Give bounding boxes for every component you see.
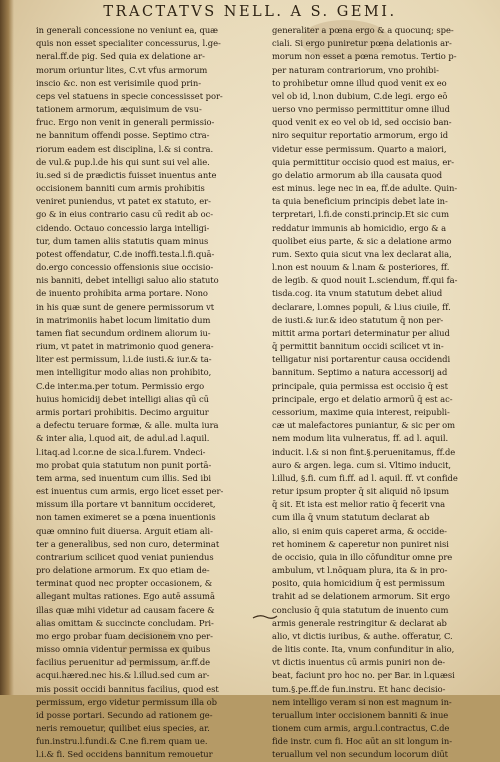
text-line: armis portari prohibitis. Decimo arguitur: [36, 406, 209, 417]
page-gutter-shadow: [0, 0, 14, 695]
text-line: tamen fiat secundum ordinem aliorum iu-: [36, 327, 211, 338]
text-line: tur, dum tamen aliis statutis quam minus: [36, 235, 209, 246]
text-line: in generali concessione no veniunt ea, quæ: [36, 25, 218, 35]
text-line: est inuentus cum armis, ergo licet esset per-: [36, 486, 224, 497]
text-line: terminat quod nec propter occasionem, &: [36, 578, 213, 589]
text-line: neris remouetur, quilibet eius species, ar.: [36, 723, 210, 734]
text-line: uerso vno permisso permittitur omne illud: [272, 104, 450, 115]
text-line: teruallum vel non secundum locorum diūt: [272, 749, 448, 760]
text-line: armis generale restringitur & declarat ab: [272, 617, 447, 628]
text-line: inducit. l.& si non fint.§.peruenitamus, ff.de: [272, 446, 456, 457]
text-line: telligatur nisi portarentur causa occidendi: [272, 354, 451, 365]
text-line: quæ omnino fuit diuersa. Arguit etiam ali-: [36, 525, 213, 536]
marginal-manicule-mark: [252, 612, 278, 622]
text-line: morum non esset a pœna remotus. Tertio p-: [272, 51, 457, 62]
text-line: do.ergo concessio offensionis siue occisio-: [36, 262, 214, 273]
text-line: in his quæ sunt de genere permissorum vt: [36, 301, 215, 312]
text-line: mis possit occidi bannitus facilius, quod est: [36, 683, 219, 694]
text-line: fide instr. cum fi. Hoc aūt an sit longum in-: [272, 736, 452, 747]
text-line: declarare, l.omnes populi, & l.ius ciuile, ff.: [272, 301, 451, 312]
text-line: facilius peruenitur ad permissum, ar.ff.de: [36, 657, 211, 668]
text-line: principale, quia permissa est occisio q̄ est: [272, 380, 448, 391]
text-line: videtur esse permissum. Quarto a maiori,: [272, 143, 447, 154]
text-line: cum illa q̄ vnum statutum declarat ab: [272, 512, 430, 523]
text-line: nem intelligo veram si non est magnum in-: [272, 696, 452, 707]
text-line: mo ergo probar fuam decisionem vno per-: [36, 630, 213, 641]
text-line: retur ipsum propter q̄ sit aliquid nō ipsum: [272, 486, 449, 497]
text-line: alio, vt dictis iuribus, & authe. offeratur, C.: [272, 630, 453, 641]
text-line: go & in eius contrario casu cū redit ab oc-: [36, 209, 214, 220]
text-line: illas quæ mihi videtur ad causam facere &: [36, 604, 215, 615]
text-line: tationem armorum, æquisimum de vsu-: [36, 104, 202, 115]
text-line: veniret puniendus, vt patet ex statuto, er-: [36, 196, 211, 207]
text-line: per naturam contrariorum, vno prohibi-: [272, 64, 439, 75]
text-line: posito, quia homicidium q̄ est permissum: [272, 578, 445, 589]
text-line: conclusio q̄ quia statutum de inuento cum: [272, 604, 449, 615]
text-line: vel ob id, l.non dubium, C.de legi. ergo eō: [272, 90, 448, 101]
text-line: liter est permissum, l.i.de iusti.& iur.& ta-: [36, 354, 212, 365]
text-line: ciali. Si ergo puniretur pœna delationis ar-: [272, 38, 452, 49]
text-line: inscio &c. non est verisimile quod prin-: [36, 77, 202, 88]
text-line: ta quia beneficium principis debet late in-: [272, 196, 448, 207]
text-line: niro sequitur reportatio armorum, ergo id: [272, 130, 449, 141]
text-line: tum.§.pe.ff.de fun.instru. Et hanc decisio-: [272, 683, 446, 694]
text-line: vt dictis inuentus cū armis puniri non de-: [272, 657, 446, 668]
text-line: men intelligitur modo alias non prohibito,: [36, 367, 212, 378]
text-line: & inter alia, l.quod ait, de adul.ad l.aquil.: [36, 433, 210, 444]
text-line: de iusti.& iur.& ideo statutum q̄ non per-: [272, 314, 444, 325]
text-line: rum. Sexto quia sicut vna lex declarat alia,: [272, 248, 452, 259]
text-line: generaliter a pœna ergo & a quocunq; spe-: [272, 25, 454, 35]
text-line: trahit ad se delationem armorum. Sit ergo: [272, 591, 450, 602]
text-line: potest offendatur, C.de inoffi.testa.l.fi.quā-: [36, 248, 215, 259]
text-line: de inuento prohibita arma portare. Nono: [36, 288, 208, 299]
text-line: misso omnia videntur permissa ex quibus: [36, 644, 211, 655]
text-line: huius homicidij debet intelligi alias qū cū: [36, 393, 209, 404]
text-line: cidendo. Octauo concessio larga intelligi-: [36, 222, 210, 233]
text-line: to prohibetur omne illud quod venit ex eo: [272, 77, 447, 88]
text-line: l.non est nouum & l.nam & posteriores, ff.: [272, 262, 450, 273]
text-line: ceps vel statuens in specie concessisset por-: [36, 90, 223, 101]
text-line: tisda.cog. ita vnum statutum debet aliud: [272, 288, 443, 299]
text-line: de litis conte. Ita, vnum confunditur in alio,: [272, 644, 455, 655]
text-line: tionem cum armis, argu.l.contractus, C.de: [272, 723, 450, 734]
text-line: alio, si enim quis caperet arma, & occide-: [272, 525, 447, 536]
text-line: alias omittam & succincte concludam. Pri-: [36, 617, 214, 628]
text-line: q̄ permittit bannitum occidi scilicet vt in-: [272, 341, 444, 352]
text-line: auro & argen. lega. cum si. Vltimo inducit,: [272, 459, 452, 470]
text-line: teruallum inter occisionem banniti & inue: [272, 709, 449, 720]
text-line: allegant multas rationes. Ego autē assumā: [36, 591, 215, 602]
text-line: quolibet eius parte, & sic a delatione armo: [272, 235, 452, 246]
text-column-left: [36, 24, 252, 760]
text-line: l.illud, §.fi. cum fi.ff. ad l. aquil. ff. vt confide: [272, 472, 458, 483]
text-line: ambulum, vt l.nōquam plura, ita & in pro-: [272, 565, 448, 576]
text-column-right: [272, 24, 488, 760]
text-line: a defectu teruare formæ, & alle. multa iura: [36, 420, 219, 431]
text-line: reddatur immunis ab homicidio, ergo & a: [272, 222, 447, 233]
text-line: acqui.hæred.nec his.& l.illud.sed cum ar-: [36, 670, 210, 681]
text-line: iu.sed si de prædictis fuisset inuentus ante: [36, 169, 217, 180]
text-line: quis non esset specialiter concessurus, l.ge-: [36, 38, 221, 49]
text-line: in matrimoniis habet locum limitatio dum: [36, 314, 211, 325]
text-line: go delatio armorum ab illa causata quod: [272, 169, 443, 180]
text-line: morum oriuntur lites, C.vt vfus armorum: [36, 64, 208, 75]
text-line: fruc. Ergo non venit in generali permissio-: [36, 117, 215, 128]
text-line: ne bannitum offendi posse. Septimo ctra-: [36, 130, 210, 141]
text-line: de occisio, quia in illo cōfunditur omne pre: [272, 551, 453, 562]
text-line: bannitum. Septimo a natura accessorij ad: [272, 367, 448, 378]
text-line: pro delatione armorum. Ex quo etiam de-: [36, 565, 210, 576]
text-line: cæ ut malefactores puniantur, & sic per om: [272, 420, 456, 431]
text-line: mittit arma portari determinatur per aliud: [272, 327, 450, 338]
running-title: TRACTATVS NELL. A S. GEMI.: [103, 4, 397, 20]
text-line: l.i.& fi. Sed occidens bannitum remouetur: [36, 749, 213, 760]
text-line: missum illa portare vt bannitum occideret,: [36, 499, 216, 510]
text-line: q̄ sit. Et ista est melior ratio q̄ fecerit vna: [272, 499, 446, 510]
text-line: cessorium, maxime quia interest, reipubli-: [272, 406, 450, 417]
text-line: de vul.& pup.l.de his qui sunt sui vel alie.: [36, 156, 210, 167]
text-line: nis banniti, debet intelligi saluo alio statuto: [36, 275, 219, 286]
text-line: contrarium scilicet quod veniat puniendus: [36, 551, 214, 562]
text-line: terpretari, l.fi.de consti.princip.Et sic cum: [272, 209, 449, 220]
text-line: beat, faciunt pro hoc no. per Bar. in l.quæsi: [272, 670, 455, 681]
text-line: fun.instru.l.fundi.& C.ne fi.rem quam ue.: [36, 736, 208, 747]
text-line: ret hominem & caperetur non puniret nisi: [272, 538, 449, 549]
text-line: quia permittitur occisio quod est maius, er-: [272, 156, 454, 167]
text-line: riorum eadem est disciplina, l.& si contra.: [36, 143, 214, 154]
text-line: occisionem banniti cum armis prohibitis: [36, 183, 205, 194]
text-line: mo probat quia statutum non punit portā-: [36, 459, 212, 470]
text-line: quod venit ex eo vel ob id, sed occisio ban-: [272, 117, 452, 128]
text-line: de legib. & quod nouit L.sciendum, ff.qui fa-: [272, 275, 458, 286]
text-line: tem arma, sed inuentum cum illis. Sed ibi: [36, 472, 212, 483]
text-line: permissum, ergo videtur permissum illa ob: [36, 696, 217, 707]
text-line: C.de inter.ma.per totum. Permissio ergo: [36, 380, 205, 391]
text-line: nem modum lita vulneratus, ff. ad l. aquil.: [272, 433, 449, 444]
text-line: neral.ff.de pig. Sed quia ex delatione ar-: [36, 51, 205, 62]
text-line: rium, vt patet in matrimonio quod genera-: [36, 341, 214, 352]
text-line: ter a generalibus, sed non curo, determinat: [36, 538, 220, 549]
text-line: est minus. lege nec in ea, ff.de adulte. Quin-: [272, 183, 458, 194]
text-line: id posse portari. Secundo ad rationem ge-: [36, 709, 213, 720]
text-line: l.itaq.ad l.cor.ne de sica.l.furem. Vndeci-: [36, 446, 206, 457]
text-line: principale, ergo et delatio armorū q̄ est ac-: [272, 393, 453, 404]
text-line: non tamen eximeret se a pœna inuentionis: [36, 512, 216, 523]
